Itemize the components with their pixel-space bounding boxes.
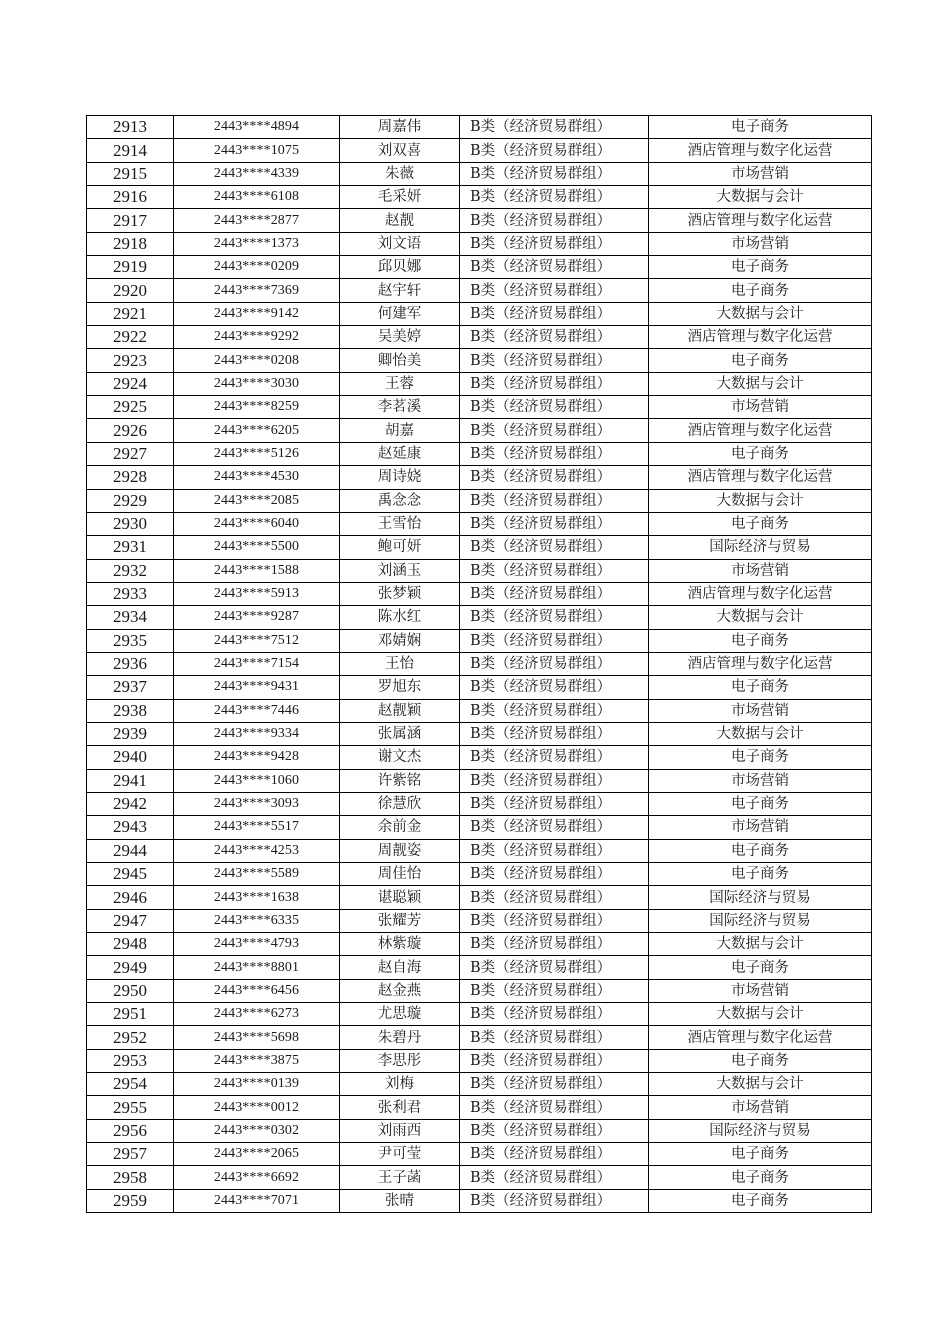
category-cell: B类（经济贸易群组）	[460, 442, 649, 465]
category-cell: B类（经济贸易群组）	[460, 933, 649, 956]
exam-id-cell: 2443****6335	[174, 909, 340, 932]
name-cell: 许紫铭	[340, 769, 460, 792]
name-cell: 张属涵	[340, 722, 460, 745]
exam-id-cell: 2443****6273	[174, 1003, 340, 1026]
name-cell: 徐慧欣	[340, 792, 460, 815]
row-number-cell: 2921	[87, 302, 174, 325]
row-number-cell: 2949	[87, 956, 174, 979]
name-cell: 邱贝娜	[340, 256, 460, 279]
row-number-cell: 2924	[87, 372, 174, 395]
table-row	[87, 652, 872, 675]
major-cell: 大数据与会计	[649, 722, 872, 745]
row-number-cell: 2948	[87, 933, 174, 956]
table-row	[87, 139, 872, 162]
name-cell: 尤思璇	[340, 1003, 460, 1026]
major-cell: 电子商务	[649, 956, 872, 979]
name-cell: 林紫璇	[340, 933, 460, 956]
row-number-cell: 2937	[87, 676, 174, 699]
name-cell: 王子菡	[340, 1166, 460, 1189]
row-number-cell: 2950	[87, 979, 174, 1002]
major-cell: 酒店管理与数字化运营	[649, 209, 872, 232]
exam-id-cell: 2443****1638	[174, 886, 340, 909]
exam-id-cell: 2443****2085	[174, 489, 340, 512]
major-cell: 电子商务	[649, 116, 872, 139]
category-cell: B类（经济贸易群组）	[460, 606, 649, 629]
row-number-cell: 2953	[87, 1049, 174, 1072]
major-cell: 酒店管理与数字化运营	[649, 652, 872, 675]
category-cell: B类（经济贸易群组）	[460, 256, 649, 279]
category-cell: B类（经济贸易群组）	[460, 722, 649, 745]
name-cell: 周嘉伟	[340, 116, 460, 139]
table-row	[87, 1119, 872, 1142]
exam-id-cell: 2443****2065	[174, 1143, 340, 1166]
row-number-cell: 2930	[87, 512, 174, 535]
category-cell: B类（经济贸易群组）	[460, 559, 649, 582]
category-cell: B类（经济贸易群组）	[460, 279, 649, 302]
major-cell: 酒店管理与数字化运营	[649, 419, 872, 442]
exam-id-cell: 2443****0012	[174, 1096, 340, 1119]
exam-id-cell: 2443****9431	[174, 676, 340, 699]
category-cell: B类（经济贸易群组）	[460, 582, 649, 605]
major-cell: 酒店管理与数字化运营	[649, 466, 872, 489]
category-cell: B类（经济贸易群组）	[460, 139, 649, 162]
name-cell: 罗旭东	[340, 676, 460, 699]
category-cell: B类（经济贸易群组）	[460, 1026, 649, 1049]
table-row	[87, 1166, 872, 1189]
major-cell: 大数据与会计	[649, 606, 872, 629]
row-number-cell: 2956	[87, 1119, 174, 1142]
category-cell: B类（经济贸易群组）	[460, 652, 649, 675]
row-number-cell: 2914	[87, 139, 174, 162]
table-row	[87, 302, 872, 325]
row-number-cell: 2959	[87, 1189, 174, 1212]
table-row	[87, 442, 872, 465]
category-cell: B类（经济贸易群组）	[460, 839, 649, 862]
row-number-cell: 2934	[87, 606, 174, 629]
name-cell: 朱碧丹	[340, 1026, 460, 1049]
exam-id-cell: 2443****8259	[174, 396, 340, 419]
major-cell: 电子商务	[649, 349, 872, 372]
row-number-cell: 2952	[87, 1026, 174, 1049]
category-cell: B类（经济贸易群组）	[460, 302, 649, 325]
table-row	[87, 1049, 872, 1072]
category-cell: B类（经济贸易群组）	[460, 232, 649, 255]
exam-id-cell: 2443****0139	[174, 1073, 340, 1096]
exam-id-cell: 2443****5589	[174, 863, 340, 886]
major-cell: 电子商务	[649, 442, 872, 465]
table-row	[87, 699, 872, 722]
exam-id-cell: 2443****4253	[174, 839, 340, 862]
category-cell: B类（经济贸易群组）	[460, 419, 649, 442]
major-cell: 市场营销	[649, 232, 872, 255]
major-cell: 国际经济与贸易	[649, 1119, 872, 1142]
row-number-cell: 2929	[87, 489, 174, 512]
major-cell: 市场营销	[649, 816, 872, 839]
exam-id-cell: 2443****5126	[174, 442, 340, 465]
row-number-cell: 2944	[87, 839, 174, 862]
name-cell: 胡嘉	[340, 419, 460, 442]
row-number-cell: 2943	[87, 816, 174, 839]
exam-id-cell: 2443****7071	[174, 1189, 340, 1212]
major-cell: 市场营销	[649, 1096, 872, 1119]
table-row	[87, 722, 872, 745]
exam-id-cell: 2443****9292	[174, 326, 340, 349]
category-cell: B类（经济贸易群组）	[460, 863, 649, 886]
name-cell: 谢文杰	[340, 746, 460, 769]
name-cell: 王雪怡	[340, 512, 460, 535]
table-row	[87, 536, 872, 559]
roster-table-body	[87, 116, 872, 1213]
category-cell: B类（经济贸易群组）	[460, 162, 649, 185]
table-row	[87, 419, 872, 442]
name-cell: 谌聪颖	[340, 886, 460, 909]
category-cell: B类（经济贸易群组）	[460, 1003, 649, 1026]
name-cell: 尹可莹	[340, 1143, 460, 1166]
name-cell: 赵自海	[340, 956, 460, 979]
row-number-cell: 2955	[87, 1096, 174, 1119]
exam-id-cell: 2443****6040	[174, 512, 340, 535]
row-number-cell: 2913	[87, 116, 174, 139]
row-number-cell: 2935	[87, 629, 174, 652]
exam-id-cell: 2443****7512	[174, 629, 340, 652]
category-cell: B类（经济贸易群组）	[460, 676, 649, 699]
row-number-cell: 2942	[87, 792, 174, 815]
exam-id-cell: 2443****5517	[174, 816, 340, 839]
category-cell: B类（经济贸易群组）	[460, 1096, 649, 1119]
row-number-cell: 2946	[87, 886, 174, 909]
major-cell: 大数据与会计	[649, 489, 872, 512]
exam-id-cell: 2443****9287	[174, 606, 340, 629]
exam-id-cell: 2443****4530	[174, 466, 340, 489]
category-cell: B类（经济贸易群组）	[460, 886, 649, 909]
category-cell: B类（经济贸易群组）	[460, 629, 649, 652]
category-cell: B类（经济贸易群组）	[460, 536, 649, 559]
name-cell: 刘文语	[340, 232, 460, 255]
major-cell: 国际经济与贸易	[649, 909, 872, 932]
major-cell: 电子商务	[649, 629, 872, 652]
name-cell: 赵靓	[340, 209, 460, 232]
table-row	[87, 979, 872, 1002]
exam-id-cell: 2443****6108	[174, 186, 340, 209]
table-row	[87, 396, 872, 419]
major-cell: 大数据与会计	[649, 302, 872, 325]
table-row	[87, 256, 872, 279]
row-number-cell: 2931	[87, 536, 174, 559]
table-row	[87, 746, 872, 769]
name-cell: 周佳怡	[340, 863, 460, 886]
name-cell: 陈水红	[340, 606, 460, 629]
row-number-cell: 2951	[87, 1003, 174, 1026]
row-number-cell: 2939	[87, 722, 174, 745]
row-number-cell: 2945	[87, 863, 174, 886]
name-cell: 朱薇	[340, 162, 460, 185]
category-cell: B类（经济贸易群组）	[460, 979, 649, 1002]
row-number-cell: 2919	[87, 256, 174, 279]
row-number-cell: 2940	[87, 746, 174, 769]
exam-id-cell: 2443****7369	[174, 279, 340, 302]
major-cell: 电子商务	[649, 1166, 872, 1189]
major-cell: 酒店管理与数字化运营	[649, 326, 872, 349]
table-row	[87, 186, 872, 209]
major-cell: 市场营销	[649, 396, 872, 419]
table-row	[87, 232, 872, 255]
name-cell: 张晴	[340, 1189, 460, 1212]
table-row	[87, 1143, 872, 1166]
exam-id-cell: 2443****1373	[174, 232, 340, 255]
row-number-cell: 2938	[87, 699, 174, 722]
category-cell: B类（经济贸易群组）	[460, 209, 649, 232]
major-cell: 市场营销	[649, 699, 872, 722]
row-number-cell: 2958	[87, 1166, 174, 1189]
category-cell: B类（经济贸易群组）	[460, 512, 649, 535]
table-row	[87, 209, 872, 232]
category-cell: B类（经济贸易群组）	[460, 909, 649, 932]
major-cell: 大数据与会计	[649, 186, 872, 209]
major-cell: 电子商务	[649, 839, 872, 862]
category-cell: B类（经济贸易群组）	[460, 956, 649, 979]
row-number-cell: 2920	[87, 279, 174, 302]
name-cell: 何建军	[340, 302, 460, 325]
name-cell: 赵宇轩	[340, 279, 460, 302]
row-number-cell: 2932	[87, 559, 174, 582]
name-cell: 王蓉	[340, 372, 460, 395]
name-cell: 毛采妍	[340, 186, 460, 209]
exam-id-cell: 2443****6692	[174, 1166, 340, 1189]
name-cell: 余前金	[340, 816, 460, 839]
table-row	[87, 1096, 872, 1119]
major-cell: 酒店管理与数字化运营	[649, 1026, 872, 1049]
category-cell: B类（经济贸易群组）	[460, 816, 649, 839]
name-cell: 赵延康	[340, 442, 460, 465]
major-cell: 电子商务	[649, 676, 872, 699]
table-row	[87, 1026, 872, 1049]
major-cell: 电子商务	[649, 256, 872, 279]
name-cell: 周诗娆	[340, 466, 460, 489]
roster-table	[86, 115, 872, 1213]
row-number-cell: 2947	[87, 909, 174, 932]
major-cell: 电子商务	[649, 863, 872, 886]
exam-id-cell: 2443****2877	[174, 209, 340, 232]
name-cell: 周靓姿	[340, 839, 460, 862]
table-row	[87, 116, 872, 139]
major-cell: 酒店管理与数字化运营	[649, 139, 872, 162]
category-cell: B类（经济贸易群组）	[460, 746, 649, 769]
major-cell: 大数据与会计	[649, 1073, 872, 1096]
exam-id-cell: 2443****3030	[174, 372, 340, 395]
exam-id-cell: 2443****0208	[174, 349, 340, 372]
major-cell: 国际经济与贸易	[649, 886, 872, 909]
row-number-cell: 2928	[87, 466, 174, 489]
table-row	[87, 933, 872, 956]
table-row	[87, 839, 872, 862]
table-row	[87, 792, 872, 815]
table-row	[87, 512, 872, 535]
table-row	[87, 863, 872, 886]
major-cell: 市场营销	[649, 559, 872, 582]
row-number-cell: 2925	[87, 396, 174, 419]
table-row	[87, 279, 872, 302]
table-row	[87, 489, 872, 512]
row-number-cell: 2941	[87, 769, 174, 792]
table-row	[87, 559, 872, 582]
category-cell: B类（经济贸易群组）	[460, 1189, 649, 1212]
exam-id-cell: 2443****6205	[174, 419, 340, 442]
row-number-cell: 2927	[87, 442, 174, 465]
name-cell: 王怡	[340, 652, 460, 675]
exam-id-cell: 2443****6456	[174, 979, 340, 1002]
name-cell: 邓婧娴	[340, 629, 460, 652]
name-cell: 赵金燕	[340, 979, 460, 1002]
row-number-cell: 2936	[87, 652, 174, 675]
row-number-cell: 2916	[87, 186, 174, 209]
table-row	[87, 606, 872, 629]
row-number-cell: 2922	[87, 326, 174, 349]
name-cell: 刘涵玉	[340, 559, 460, 582]
exam-id-cell: 2443****7446	[174, 699, 340, 722]
exam-id-cell: 2443****3093	[174, 792, 340, 815]
table-row	[87, 886, 872, 909]
exam-id-cell: 2443****5698	[174, 1026, 340, 1049]
category-cell: B类（经济贸易群组）	[460, 326, 649, 349]
category-cell: B类（经济贸易群组）	[460, 792, 649, 815]
major-cell: 电子商务	[649, 279, 872, 302]
major-cell: 市场营销	[649, 769, 872, 792]
exam-id-cell: 2443****1060	[174, 769, 340, 792]
name-cell: 李茗溪	[340, 396, 460, 419]
name-cell: 赵靓颖	[340, 699, 460, 722]
name-cell: 张梦颖	[340, 582, 460, 605]
table-row	[87, 582, 872, 605]
major-cell: 大数据与会计	[649, 372, 872, 395]
major-cell: 大数据与会计	[649, 1003, 872, 1026]
table-row	[87, 956, 872, 979]
category-cell: B类（经济贸易群组）	[460, 1119, 649, 1142]
category-cell: B类（经济贸易群组）	[460, 186, 649, 209]
major-cell: 电子商务	[649, 1049, 872, 1072]
table-row	[87, 349, 872, 372]
table-row	[87, 816, 872, 839]
table-row	[87, 769, 872, 792]
row-number-cell: 2915	[87, 162, 174, 185]
table-row	[87, 162, 872, 185]
category-cell: B类（经济贸易群组）	[460, 699, 649, 722]
table-row	[87, 1073, 872, 1096]
row-number-cell: 2923	[87, 349, 174, 372]
category-cell: B类（经济贸易群组）	[460, 1143, 649, 1166]
name-cell: 禹念念	[340, 489, 460, 512]
major-cell: 电子商务	[649, 746, 872, 769]
exam-id-cell: 2443****4894	[174, 116, 340, 139]
exam-id-cell: 2443****9334	[174, 722, 340, 745]
exam-id-cell: 2443****4339	[174, 162, 340, 185]
category-cell: B类（经济贸易群组）	[460, 116, 649, 139]
major-cell: 大数据与会计	[649, 933, 872, 956]
category-cell: B类（经济贸易群组）	[460, 466, 649, 489]
major-cell: 电子商务	[649, 1143, 872, 1166]
name-cell: 刘梅	[340, 1073, 460, 1096]
name-cell: 卿怡美	[340, 349, 460, 372]
exam-id-cell: 2443****0302	[174, 1119, 340, 1142]
exam-id-cell: 2443****3875	[174, 1049, 340, 1072]
table-row	[87, 909, 872, 932]
table-row	[87, 1003, 872, 1026]
category-cell: B类（经济贸易群组）	[460, 349, 649, 372]
exam-id-cell: 2443****1075	[174, 139, 340, 162]
exam-id-cell: 2443****1588	[174, 559, 340, 582]
row-number-cell: 2926	[87, 419, 174, 442]
category-cell: B类（经济贸易群组）	[460, 1166, 649, 1189]
row-number-cell: 2957	[87, 1143, 174, 1166]
name-cell: 吴美婷	[340, 326, 460, 349]
name-cell: 张利君	[340, 1096, 460, 1119]
exam-id-cell: 2443****0209	[174, 256, 340, 279]
major-cell: 酒店管理与数字化运营	[649, 582, 872, 605]
major-cell: 电子商务	[649, 512, 872, 535]
row-number-cell: 2954	[87, 1073, 174, 1096]
table-row	[87, 629, 872, 652]
table-row	[87, 1189, 872, 1212]
major-cell: 国际经济与贸易	[649, 536, 872, 559]
row-number-cell: 2918	[87, 232, 174, 255]
row-number-cell: 2933	[87, 582, 174, 605]
category-cell: B类（经济贸易群组）	[460, 769, 649, 792]
name-cell: 刘双喜	[340, 139, 460, 162]
major-cell: 电子商务	[649, 792, 872, 815]
table-row	[87, 372, 872, 395]
category-cell: B类（经济贸易群组）	[460, 489, 649, 512]
exam-id-cell: 2443****7154	[174, 652, 340, 675]
exam-id-cell: 2443****5500	[174, 536, 340, 559]
category-cell: B类（经济贸易群组）	[460, 1073, 649, 1096]
exam-id-cell: 2443****4793	[174, 933, 340, 956]
major-cell: 电子商务	[649, 1189, 872, 1212]
table-row	[87, 326, 872, 349]
row-number-cell: 2917	[87, 209, 174, 232]
name-cell: 刘雨西	[340, 1119, 460, 1142]
name-cell: 张耀芳	[340, 909, 460, 932]
major-cell: 市场营销	[649, 979, 872, 1002]
category-cell: B类（经济贸易群组）	[460, 372, 649, 395]
table-row	[87, 676, 872, 699]
category-cell: B类（经济贸易群组）	[460, 396, 649, 419]
category-cell: B类（经济贸易群组）	[460, 1049, 649, 1072]
exam-id-cell: 2443****9142	[174, 302, 340, 325]
name-cell: 鲍可妍	[340, 536, 460, 559]
table-row	[87, 466, 872, 489]
exam-id-cell: 2443****9428	[174, 746, 340, 769]
major-cell: 市场营销	[649, 162, 872, 185]
name-cell: 李思彤	[340, 1049, 460, 1072]
exam-id-cell: 2443****8801	[174, 956, 340, 979]
exam-id-cell: 2443****5913	[174, 582, 340, 605]
